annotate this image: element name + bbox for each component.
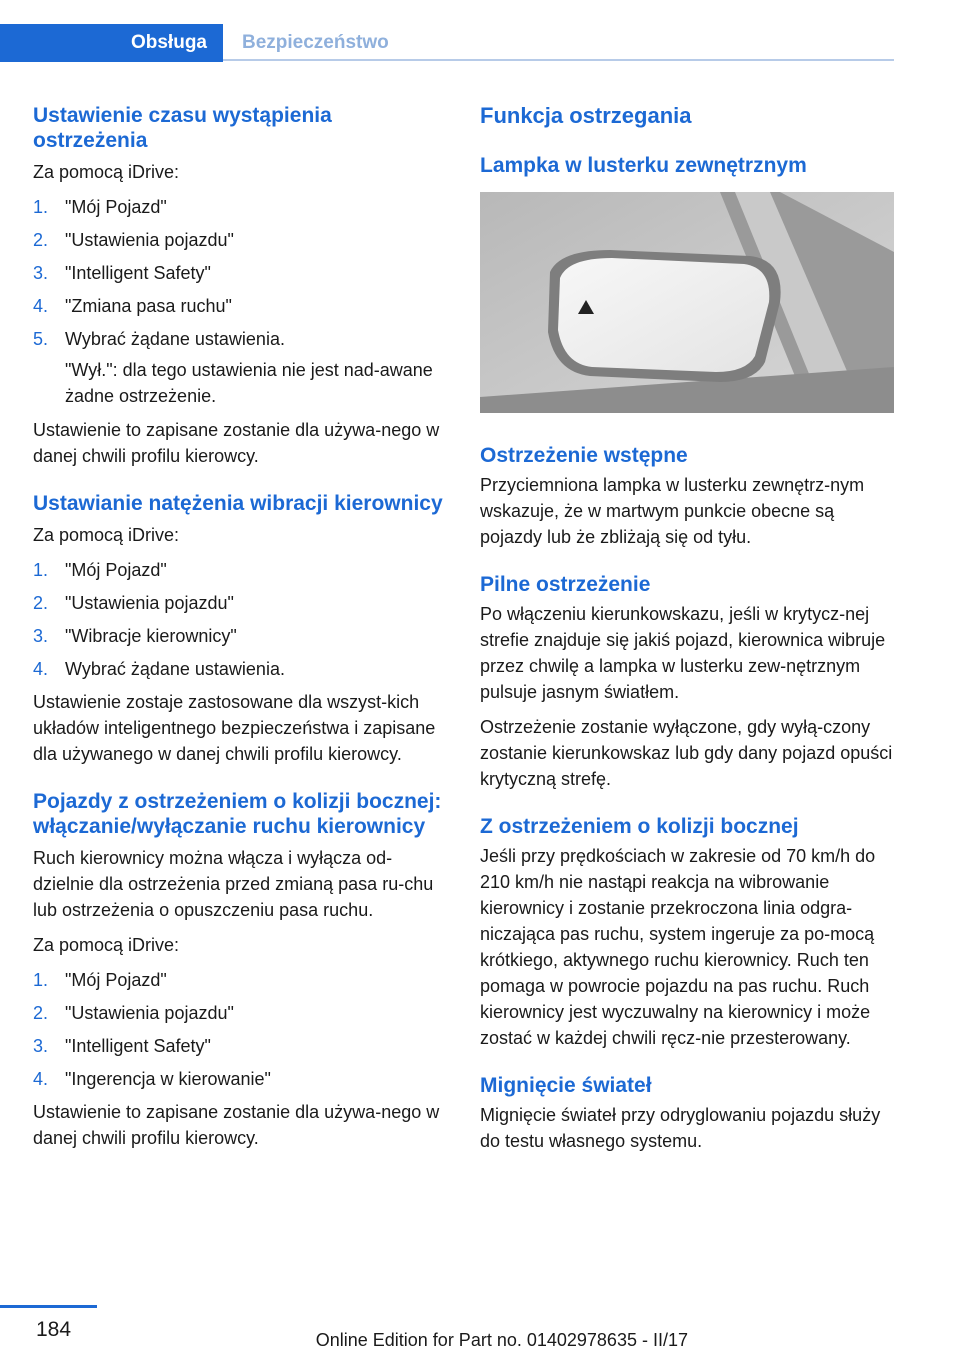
section-title: Pilne ostrzeżenie	[480, 573, 651, 596]
list-item: 2. "Ustawienia pojazdu"	[33, 593, 234, 613]
right-column	[480, 103, 896, 1176]
list-item: 4. "Ingerencja w kierowanie"	[33, 1069, 271, 1089]
section-urgent-warning	[480, 572, 896, 792]
tab-obsluga[interactable]: Obsługa	[0, 24, 223, 62]
section-title: Z ostrzeżeniem o kolizji bocznej	[480, 815, 799, 838]
section-outro: Ustawienie zostaje zastosowane dla wszyst-kich układów inteligentnego bezpieczeństwa i zapisane dla używanego w danej chwili profilu kierowcy.	[33, 692, 436, 764]
list-item: 1. "Mój Pojazd"	[33, 970, 167, 990]
list-item: 3. "Intelligent Safety"	[33, 263, 211, 283]
left-column	[33, 103, 445, 1173]
list-item: 2. "Ustawienia pojazdu"	[33, 1003, 234, 1023]
section-body: Ostrzeżenie zostanie wyłączone, gdy wyłą-czony zostanie kierunkowskaz lub gdy dany pojazd opuści krytyczną strefę.	[480, 717, 893, 789]
step-note: "Wył.": dla tego ustawienia nie jest nad-awane żadne ostrzeżenie.	[65, 360, 433, 406]
chapter-subtitle: Lampka w lusterku zewnętrznym	[480, 154, 807, 177]
side-mirror-warning-image	[480, 192, 894, 413]
section-body: Mignięcie świateł przy odryglowaniu pojazdu służy do testu własnego systemu.	[480, 1105, 881, 1151]
chapter-tabs	[0, 24, 894, 62]
list-item: 2. "Ustawienia pojazdu"	[33, 230, 234, 250]
section-title: Pojazdy z ostrzeżeniem o kolizji bocznej: włączanie/wyłączanie ruchu kierownicy	[33, 790, 442, 838]
idrive-intro: Za pomocą iDrive:	[33, 525, 180, 545]
idrive-intro: Za pomocą iDrive:	[33, 162, 180, 182]
section-title: Ustawianie natężenia wibracji kierownicy	[33, 492, 443, 515]
edition-info: Online Edition for Part no. 01402978635 - II/17	[315, 1330, 688, 1350]
section-light-flash	[480, 1073, 896, 1154]
list-item: 5. Wybrać żądane ustawienia.	[33, 329, 285, 349]
list-item: 4. "Zmiana pasa ruchu"	[33, 296, 232, 316]
steps-list	[33, 557, 445, 682]
section-pre-warning	[480, 443, 896, 550]
section-title: Mignięcie świateł	[480, 1074, 652, 1097]
section-body: Ruch kierownicy można włącza i wyłącza od-dzielnie dla ostrzeżenia przed zmianą pasa ru-chu lub ostrzeżenia o opuszczeniu pasa ruchu.	[33, 848, 434, 920]
section-body: Jeśli przy prędkościach w zakresie od 70 km/h do 210 km/h nie nastąpi reakcja na wibrowanie kierownicy i zostanie przekroczona linia odgra-niczająca pas ruchu, system ingeruje za po-mocą krótkiego, aktywnego ruchu kierownicy. Ruch ten pomaga w powrocie pojazdu na pas ruchu. Ruch kierownicy jest wyczuwalny na kierownicy i może zostać w każdej chwili ręcz-nie przesterowany.	[480, 846, 876, 1048]
tab-divider	[223, 59, 894, 61]
section-outro: Ustawienie to zapisane zostanie dla używa-nego w danej chwili profilu kierowcy.	[33, 420, 440, 466]
list-item: 4. Wybrać żądane ustawienia.	[33, 659, 285, 679]
section-title: Ostrzeżenie wstępne	[480, 444, 688, 467]
section-outro: Ustawienie to zapisane zostanie dla używa-nego w danej chwili profilu kierowcy.	[33, 1102, 440, 1148]
list-item: 3. "Wibracje kierownicy"	[33, 626, 237, 646]
idrive-intro: Za pomocą iDrive:	[33, 935, 180, 955]
list-item: 1. "Mój Pojazd"	[33, 197, 167, 217]
section-warning-time	[33, 103, 445, 469]
section-body: Przyciemniona lampka w lusterku zewnętrz-nym wskazuje, że w martwym punkcie obecne są pojazdy lub że zbliżają się od tyłu.	[480, 475, 865, 547]
list-item: 3. "Intelligent Safety"	[33, 1036, 211, 1056]
section-side-collision	[480, 814, 896, 1051]
steps-list	[33, 194, 445, 352]
section-vibration	[33, 491, 445, 767]
page-number: 184	[36, 1318, 72, 1341]
footer-accent-line	[0, 1305, 97, 1308]
tab-bezpieczenstwo[interactable]: Bezpieczeństwo	[242, 32, 389, 53]
section-steering-intervention	[33, 789, 445, 1151]
section-body: Po włączeniu kierunkowskazu, jeśli w krytycz-nej strefie znajduje się jakiś pojazd, kierownica wibruje przez chwilę a lampka w lusterku zew-nętrznym pulsuje jasnym światłem.	[480, 604, 886, 702]
chapter-title: Funkcja ostrzegania	[480, 103, 692, 128]
steps-list	[33, 967, 445, 1092]
section-title: Ustawienie czasu wystąpienia ostrzeżenia	[33, 104, 332, 152]
list-item: 1. "Mój Pojazd"	[33, 560, 167, 580]
